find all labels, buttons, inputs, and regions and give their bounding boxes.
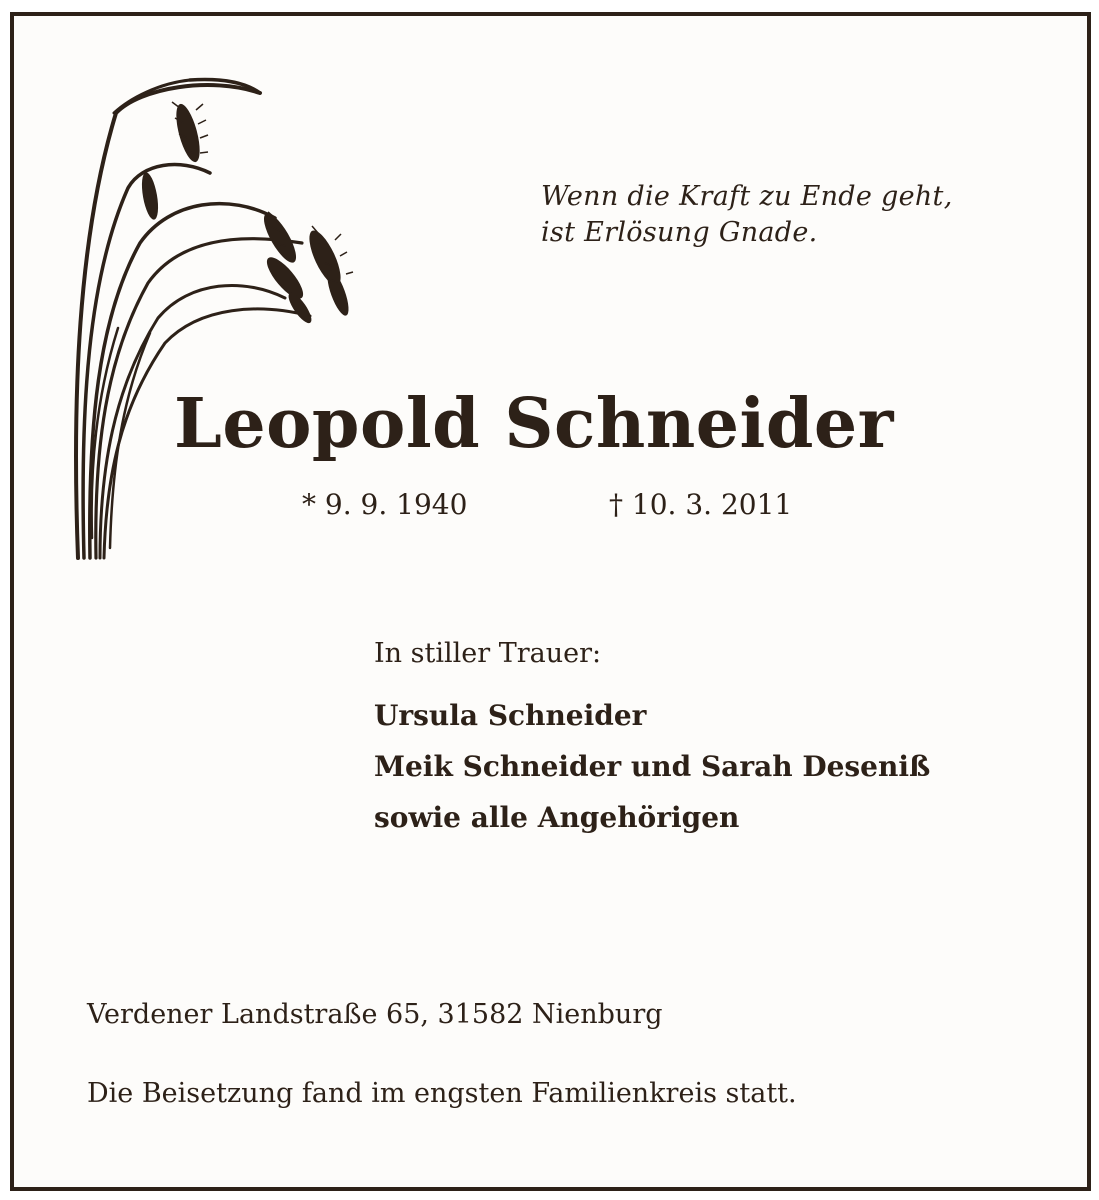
mourners-list [374,690,930,843]
mourning-intro: In stiller Trauer: [374,638,602,669]
address: Verdener Landstraße 65, 31582 Nienburg [87,999,663,1030]
quote-line-1: Wenn die Kraft zu Ende geht, [541,181,953,212]
quote [541,179,953,251]
obituary-notice [10,12,1091,1191]
quote-line-2: ist Erlösung Gnade. [541,217,818,248]
mourner-line: sowie alle Angehörigen [374,801,740,834]
burial-note: Die Beisetzung fand im engsten Familienkreis statt. [87,1078,797,1109]
birth-date: * 9. 9. 1940 [302,488,468,521]
deceased-name: Leopold Schneider [174,384,895,464]
mourner-line: Ursula Schneider [374,699,647,732]
mourner-line: Meik Schneider und Sarah Deseniß [374,750,931,783]
death-date: † 10. 3. 2011 [609,488,793,521]
